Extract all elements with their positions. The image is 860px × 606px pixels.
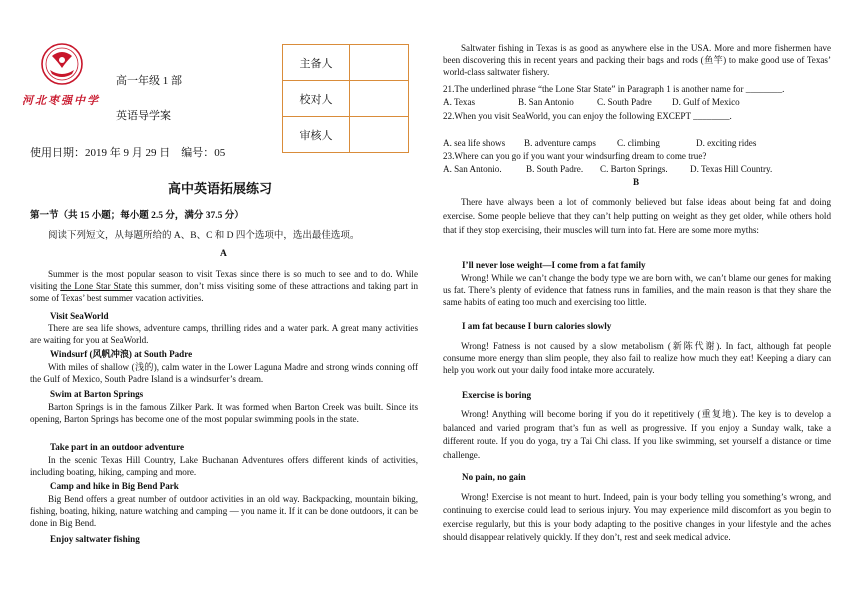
q22-option: C. climbing [617,138,660,148]
heading-saltwater: Enjoy saltwater fishing [50,534,140,544]
heading-windsurf: Windsurf (风帆冲浪) at South Padre [50,349,193,359]
myth-paragraph: Wrong! Exercise is not meant to hurt. Indeed, pain is your body telling you something’s wrong, and continuing to exercise could lead to serious injury. You may experience mild discomfort as you begin to exercise regularly, but this is your body adapting to the positive changes in your lifestyle and the aches should disappear relatively quickly. If they don’t, rest and seek medical advice. [443,492,831,543]
passage-label: A [220,249,227,259]
q22-option: A. sea life shows [443,138,506,148]
paragraph-windsurf: With miles of shallow (浅的), calm water in the Lower Laguna Madre and strong winds conning off the Gulf of Mexico, South Padre Island is a windsurfer’s dream. [30,362,418,385]
date-line: 使用日期：2019 年 9 月 29 日 编号：05 [30,147,226,159]
sign-table [282,44,409,153]
q21-option: A. Texas [443,97,476,107]
myth-paragraph: Wrong! While we can’t change the body type we are born with, we can’t blame our genes for making us fat. There’s plenty of evidence that fatness runs in families, and the main reason is that they share the same habits of eating too much and exercising too little. [443,273,831,308]
sign-blank[interactable] [350,117,409,153]
intro-paragraph: Summer is the most popular season to visit Texas since there is so much to see and to do. While visiting the Lone Star State this summer, don’t miss visiting some of these attractions and taking part in some of Texas’ best summer vacation activities. [30,269,418,304]
myth-heading: No pain, no gain [462,472,526,482]
school-name: 河北枣强中学 [22,95,100,107]
q23-option: C. Barton Springs. [600,164,668,174]
question-21: 21.The underlined phrase “the Lone Star State” in Paragraph 1 is another name for ________. [443,84,785,94]
passage-label-b: B [633,177,640,187]
paragraph-b-intro: There have always been a lot of commonly believed but false ideas about being fat and doing exercise. Some people believe that they can’t help putting on weight as they get older, while others hold that if they stop exercising, their muscles will turn into fat. Here are some more myths: [443,197,831,235]
q23-option: D. Texas Hill Country. [690,164,773,174]
paragraph-adventure: In the scenic Texas Hill Country, Lake Buchanan Adventures offers different kinds of activities, including boating, hiking, camping and more. [30,455,418,478]
heading-barton: Swim at Barton Springs [50,389,144,399]
q23-option: B. South Padre. [526,164,584,174]
myth-paragraph: Wrong! Anything will become boring if you do it repetitively (重复地). The key is to develop a balanced and varied program that’s fun as well as progressive. If you enjoy a Sunday walk, take a different route. If you do yoga, try a Tai Chi class. If you like swimming, set yourself a distance or time challenge. [443,409,831,460]
q21-option: D. Gulf of Mexico [672,97,740,107]
underlined-phrase: the Lone Star State [60,281,132,292]
question-22: 22.When you visit SeaWorld, you can enjoy the following EXCEPT ________. [443,111,732,121]
q23-option: A. San Antonio. [443,164,502,174]
question-23: 23.Where can you go if you want your windsurfing dream to come true? [443,151,707,161]
heading-bigbend: Camp and hike in Big Bend Park [50,481,179,491]
instruction: 阅读下列短文，从每题所给的 A、B、C 和 D 四个选项中，选出最佳选项。 [48,231,360,241]
subject-label: 英语导学案 [116,110,171,122]
sign-blank[interactable] [350,45,409,81]
sign-blank[interactable] [350,81,409,117]
paragraph-barton: Barton Springs is in the famous Zilker Park. It was formed when Barton Creek was built. Since its opening, Barton Springs has become one of the most popular swimming pools in the state. [30,402,418,425]
page-title: 高中英语拓展练习 [168,181,273,196]
myth-paragraph: Wrong! Fatness is not caused by a slow metabolism (新陈代谢). In fact, although fat people consume more energy than slim people, they also fail to realize how much they eat! Keeping a diary can help you work out your daily food intake more accurately. [443,341,831,376]
sign-label: 校对人 [283,81,350,117]
paragraph-bigbend: Big Bend offers a great number of outdoor activities in an old way. Backpacking, mountain biking, fishing, boating, hiking, nature watching and camping — you name it. If it can be done outdoors, it can be done in Big Bend. [30,494,418,529]
paragraph-seaworld: There are sea life shows, adventure camps, thrilling rides and a water park. A great many activities are waiting for you at SeaWorld. [30,323,418,346]
heading-seaworld: Visit SeaWorld [50,311,109,321]
q21-option: C. South Padre [597,97,652,107]
sign-label: 审核人 [283,117,350,153]
myth-heading: I’ll never lose weight—I come from a fat family [462,260,646,270]
myth-heading: I am fat because I burn calories slowly [462,321,612,331]
q22-option: B. adventure camps [524,138,596,148]
paragraph-saltwater: Saltwater fishing in Texas is as good as anywhere else in the USA. More and more fishermen have been discovering this in recent years and packing their bags and rods (鱼竿) to make good use of Texas’ world-class saltwater fishery. [443,43,831,78]
q22-option: D. exciting rides [696,138,757,148]
heading-adventure: Take part in an outdoor adventure [50,442,184,452]
grade-label: 高一年级 1 部 [116,75,182,87]
myth-heading: Exercise is boring [462,390,532,400]
section-title: 第一节（共 15 小题；每小题 2.5 分，满分 37.5 分） [30,211,244,221]
q21-option: B. San Antonio [518,97,574,107]
sign-label: 主备人 [283,45,350,81]
